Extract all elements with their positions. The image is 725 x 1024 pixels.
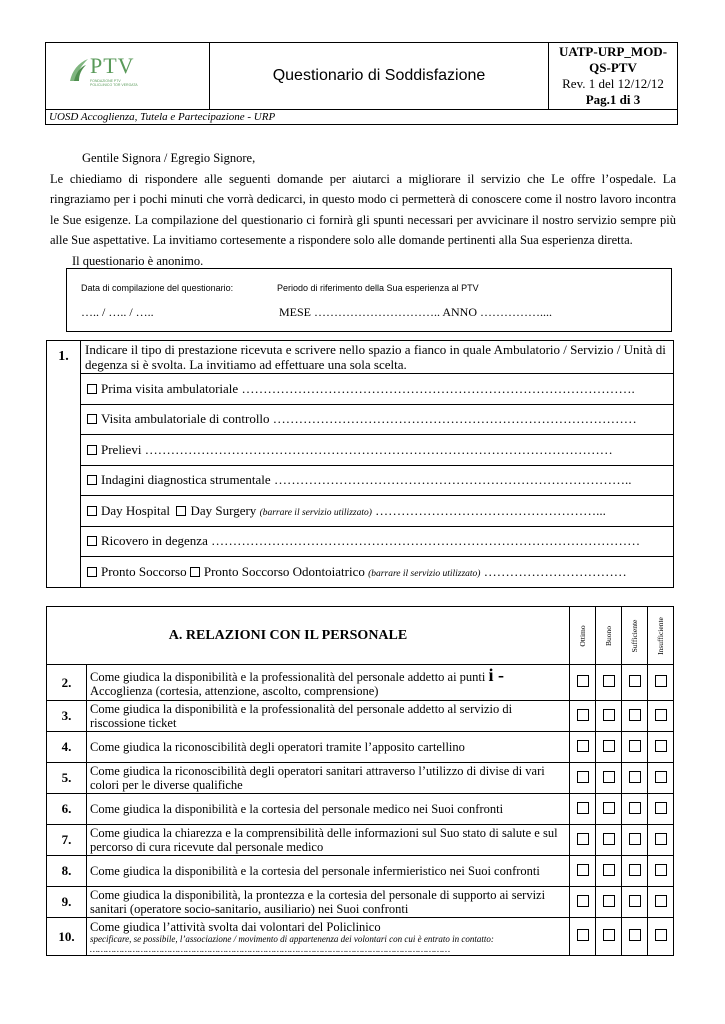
period-label: Periodo di riferimento della Sua esperienza al PTV <box>277 283 479 293</box>
option-label: Prelievi <box>101 441 142 457</box>
rating-checkbox-insufficiente[interactable] <box>655 833 667 845</box>
question-row-5 <box>47 763 674 794</box>
scale-label: Buono <box>603 625 613 646</box>
option-label: Pronto Soccorso <box>101 563 187 579</box>
option-blank[interactable]: ……………………………………………………………………….. <box>270 472 632 488</box>
date-label: Data di compilazione del questionario: <box>81 283 234 293</box>
scale-label: Insufficiente <box>655 616 665 655</box>
period-box <box>66 268 672 332</box>
option-prelievi[interactable] <box>81 435 674 466</box>
question-row-7 <box>47 825 674 856</box>
question-text: Come giudica la disponibilità e la cortesia del personale medico nei Suoi confronti <box>87 794 570 825</box>
rating-checkbox-insufficiente[interactable] <box>655 675 667 687</box>
option-blank[interactable]: ………………………………………………………………………………. <box>238 380 635 396</box>
scale-insufficiente <box>648 607 674 665</box>
rating-checkbox-sufficiente[interactable] <box>629 833 641 845</box>
checkbox[interactable] <box>87 475 97 485</box>
question-text-part: Accoglienza (cortesia, attenzione, ascolto, comprensione) <box>90 683 379 698</box>
intro-body: Le chiediamo di rispondere alle seguenti domande per aiutarci a migliorare il servizio che Le offre l’ospedale. La ringraziamo per i pochi minuti che vorrà dedicarci, in questo modo ci permetterà di conoscere come il nostro lavoro incontra le Sue esigenze. La compilazione del questionario ci fornirà gli spunti necessari per avvicinare il nostro servizio sempre più alle Sue aspettative. La invitiamo cortesemente a rispondere solo alle domande pertinenti alla Sua esperienza diretta. <box>50 171 676 247</box>
question-number: 3. <box>47 701 87 732</box>
revision: Rev. 1 del 12/12/12 <box>562 76 664 91</box>
rating-checkbox-sufficiente[interactable] <box>629 675 641 687</box>
rating-checkbox-sufficiente[interactable] <box>629 929 641 941</box>
scale-ottimo <box>570 607 596 665</box>
option-pronto-soccorso[interactable] <box>81 557 674 588</box>
option-day-hospital[interactable] <box>81 496 674 527</box>
rating-checkbox-sufficiente[interactable] <box>629 740 641 752</box>
rating-checkbox-insufficiente[interactable] <box>655 895 667 907</box>
question-text <box>87 665 570 701</box>
rating-checkbox-buono[interactable] <box>603 675 615 687</box>
ptv-logo-mark-icon <box>68 57 90 83</box>
question-text: Come giudica la disponibilità, la prontezza e la cortesia del personale di supporto ai servizi sanitari (operatore socio-sanitario, ausiliario) nei Suoi confronti <box>87 887 570 918</box>
rating-checkbox-buono[interactable] <box>603 709 615 721</box>
document-code <box>549 43 677 109</box>
rating-checkbox-ottimo[interactable] <box>577 709 589 721</box>
question-row-3 <box>47 701 674 732</box>
option-label: Indagini diagnostica strumentale <box>101 472 271 488</box>
checkbox[interactable] <box>87 567 97 577</box>
checkbox[interactable] <box>87 384 97 394</box>
rating-checkbox-buono[interactable] <box>603 929 615 941</box>
rating-checkbox-buono[interactable] <box>603 802 615 814</box>
code-line2: QS-PTV <box>589 60 637 75</box>
rating-checkbox-buono[interactable] <box>603 740 615 752</box>
option-label: Visita ambulatoriale di controllo <box>101 411 270 427</box>
document-header <box>45 42 678 110</box>
rating-checkbox-ottimo[interactable] <box>577 895 589 907</box>
rating-checkbox-ottimo[interactable] <box>577 864 589 876</box>
page-number: Pag.1 di 3 <box>585 92 641 107</box>
rating-checkbox-sufficiente[interactable] <box>629 895 641 907</box>
option-blank[interactable]: ……………………………………………………………………………………… <box>207 533 641 549</box>
checkbox[interactable] <box>87 445 97 455</box>
rating-checkbox-sufficiente[interactable] <box>629 709 641 721</box>
question-number: 5. <box>47 763 87 794</box>
question-row-6 <box>47 794 674 825</box>
checkbox[interactable] <box>87 506 97 516</box>
checkbox[interactable] <box>87 414 97 424</box>
logo-subtitle <box>90 79 138 87</box>
volunteer-note[interactable]: specificare, se possibile, l’associazione / movimento di appartenenza dei volontari con cui è entrato in contatto: ……………………………………………………………………………………………………………………… <box>90 933 494 954</box>
anonymous-text: Il questionario è anonimo. <box>72 253 204 268</box>
rating-checkbox-sufficiente[interactable] <box>629 802 641 814</box>
checkbox[interactable] <box>87 536 97 546</box>
option-blank[interactable]: ………………………………………………………………………… <box>269 411 637 427</box>
rating-checkbox-buono[interactable] <box>603 864 615 876</box>
question-text: Indicare il tipo di prestazione ricevuta e scrivere nello spazio a fianco in quale Ambulatorio / Servizio / Unità di degenza si è svolta. La invitiamo ad effettuare una sola scelta. <box>81 341 674 374</box>
checkbox[interactable] <box>190 567 200 577</box>
option-label: Day Surgery <box>190 502 257 518</box>
scale-buono <box>596 607 622 665</box>
question-number: 7. <box>47 825 87 856</box>
rating-checkbox-ottimo[interactable] <box>577 771 589 783</box>
rating-checkbox-insufficiente[interactable] <box>655 929 667 941</box>
rating-checkbox-ottimo[interactable] <box>577 740 589 752</box>
section-a-title: A. RELAZIONI CON IL PERSONALE <box>47 607 570 665</box>
rating-checkbox-ottimo[interactable] <box>577 802 589 814</box>
question-1-table <box>46 340 674 588</box>
question-number: 8. <box>47 856 87 887</box>
scale-label: Sufficiente <box>629 619 639 652</box>
code-line1: UATP-URP_MOD- <box>558 44 668 59</box>
question-number: 6. <box>47 794 87 825</box>
question-text: Come giudica la chiarezza e la comprensibilità delle informazioni sul Suo stato di salute e sul percorso di cura ricevute dal personale medico <box>87 825 570 856</box>
unit-name: UOSD Accoglienza, Tutela e Partecipazione - URP <box>45 110 678 125</box>
logo-subtitle-line1: FONDAZIONE PTV <box>90 79 121 83</box>
rating-checkbox-insufficiente[interactable] <box>655 802 667 814</box>
question-text-part: Come giudica la disponibilità e la professionalità del personale addetto ai punti <box>90 669 489 684</box>
question-number: 1. <box>47 341 81 588</box>
question-text: Come giudica la riconoscibilità degli operatori tramite l’apposito cartellino <box>87 732 570 763</box>
logo-text: PTV <box>90 53 135 78</box>
option-blank[interactable]: …………………………… <box>480 563 627 579</box>
question-text: Come giudica la riconoscibilità degli operatori sanitari attraverso l’utilizzo di divise di vari colori per le diverse qualifiche <box>87 763 570 794</box>
question-row-2 <box>47 665 674 701</box>
question-text <box>87 918 570 956</box>
question-number: 9. <box>47 887 87 918</box>
option-label: Ricovero in degenza <box>101 533 208 549</box>
ptv-logo <box>46 43 210 109</box>
rating-checkbox-ottimo[interactable] <box>577 833 589 845</box>
rating-checkbox-ottimo[interactable] <box>577 675 589 687</box>
rating-checkbox-buono[interactable] <box>603 895 615 907</box>
option-visita-controllo[interactable] <box>81 404 674 435</box>
option-note: (barrare il servizio utilizzato) <box>259 507 372 518</box>
option-indagini[interactable] <box>81 465 674 496</box>
question-row-9 <box>47 887 674 918</box>
question-text: Come giudica la disponibilità e la professionalità del personale addetto al servizio di riscossione ticket <box>87 701 570 732</box>
checkbox[interactable] <box>176 506 186 516</box>
question-row-4 <box>47 732 674 763</box>
option-blank[interactable]: ……………………………………………... <box>371 502 606 518</box>
option-ricovero[interactable] <box>81 526 674 557</box>
question-number: 2. <box>47 665 87 701</box>
scale-label: Ottimo <box>577 624 587 647</box>
logo-subtitle-line2: POLICLINICO TOR VERGATA <box>90 83 138 87</box>
option-blank[interactable]: ……………………………………………………………………………………………… <box>141 441 613 457</box>
option-label: Pronto Soccorso Odontoiatrico <box>203 563 365 579</box>
scale-sufficiente <box>622 607 648 665</box>
question-text: Come giudica la disponibilità e la cortesia del personale infermieristico nei Suoi confronti <box>87 856 570 887</box>
rating-checkbox-buono[interactable] <box>603 833 615 845</box>
rating-checkbox-sufficiente[interactable] <box>629 864 641 876</box>
period-field[interactable]: MESE ………………………….. ANNO …………….... <box>279 305 553 319</box>
question-number: 4. <box>47 732 87 763</box>
info-point-mark: i - <box>488 664 505 685</box>
rating-checkbox-insufficiente[interactable] <box>655 740 667 752</box>
rating-checkbox-insufficiente[interactable] <box>655 864 667 876</box>
date-field[interactable]: ….. / ….. / ….. <box>81 305 154 319</box>
question-row-8 <box>47 856 674 887</box>
question-row-10 <box>47 918 674 956</box>
option-label: Day Hospital <box>101 502 170 518</box>
question-number: 10. <box>47 918 87 956</box>
intro-text <box>50 148 676 271</box>
greeting: Gentile Signora / Egregio Signore, <box>82 151 256 165</box>
rating-checkbox-buono[interactable] <box>603 771 615 783</box>
rating-checkbox-insufficiente[interactable] <box>655 771 667 783</box>
rating-checkbox-ottimo[interactable] <box>577 929 589 941</box>
rating-checkbox-insufficiente[interactable] <box>655 709 667 721</box>
option-note: (barrare il servizio utilizzato) <box>368 568 481 579</box>
option-prima-visita[interactable] <box>81 374 674 405</box>
rating-checkbox-sufficiente[interactable] <box>629 771 641 783</box>
option-label: Prima visita ambulatoriale <box>101 380 239 396</box>
question-text-part: Come giudica l’attività svolta dai volontari del Policlinico <box>90 919 381 934</box>
document-title: Questionario di Soddisfazione <box>210 43 549 109</box>
section-a-table <box>46 606 674 956</box>
